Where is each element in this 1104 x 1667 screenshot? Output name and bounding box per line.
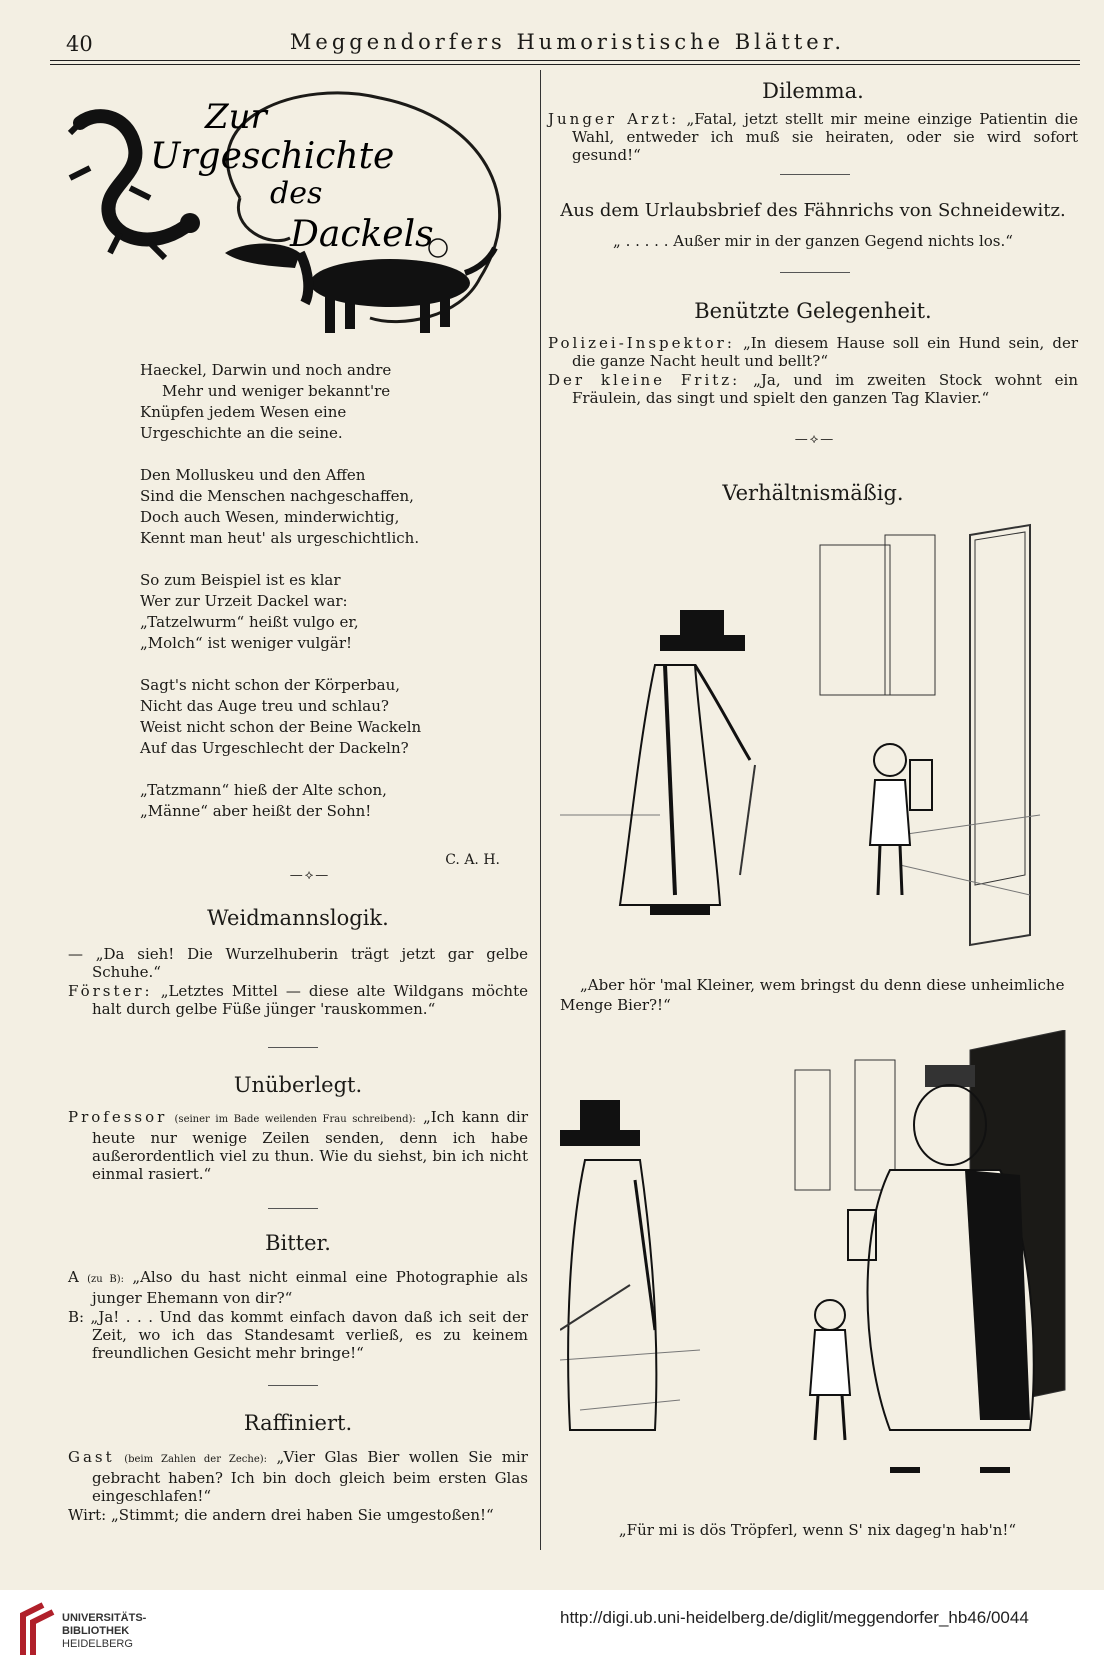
separator bbox=[780, 272, 850, 273]
section-title-raffiniert: Raffiniert. bbox=[243, 1411, 353, 1435]
speaker: B: bbox=[68, 1308, 85, 1326]
dialog-line bbox=[68, 1448, 528, 1505]
stage-note: (zu B): bbox=[87, 1274, 125, 1285]
poem-line: „Tatzmann“ hieß der Alte schon, bbox=[140, 781, 387, 799]
section-weidmannslogik bbox=[68, 945, 528, 1019]
separator bbox=[780, 174, 850, 175]
section-title-unueberlegt: Unüberlegt. bbox=[233, 1073, 363, 1097]
dialog-line bbox=[548, 371, 1078, 407]
vignette-title-dackels: Dackels bbox=[290, 214, 434, 255]
poem-line: Wer zur Urzeit Dackel war: bbox=[140, 592, 348, 610]
poem-line: Sagt's nicht schon der Körperbau, bbox=[140, 676, 401, 694]
dachshund-drawing bbox=[225, 244, 495, 333]
header-rule-2 bbox=[50, 64, 1080, 65]
poem-line: Haeckel, Darwin und noch andre bbox=[140, 361, 392, 379]
vignette-title-zur: Zur bbox=[205, 97, 267, 137]
poem-line: Mehr und weniger bekannt're bbox=[162, 382, 391, 400]
illustration-old-man-and-boy bbox=[560, 515, 1075, 955]
poem-stanza bbox=[140, 570, 500, 654]
poem-line: Auf das Urgeschlecht der Dackeln? bbox=[140, 739, 409, 757]
boy-with-beer-figure bbox=[870, 744, 932, 895]
library-name bbox=[62, 1612, 146, 1651]
library-name-line: UNIVERSITÄTS- bbox=[62, 1612, 147, 1624]
separator bbox=[268, 1208, 318, 1209]
poem-line: Sind die Menschen nachgeschaffen, bbox=[140, 487, 414, 505]
separator bbox=[268, 1385, 318, 1386]
section-raffiniert bbox=[68, 1448, 528, 1525]
library-footer bbox=[0, 1590, 1104, 1667]
poem-line: Nicht das Auge treu und schlau? bbox=[140, 697, 389, 715]
section-benuetzte bbox=[548, 334, 1078, 408]
section-dilemma bbox=[548, 110, 1078, 165]
ornament: —⟡— bbox=[289, 868, 331, 883]
section-title-verhaeltnismaessig: Verhältnismäßig. bbox=[722, 481, 904, 505]
speaker: Gast bbox=[68, 1448, 115, 1466]
speech: „Ja! . . . Und das kommt einfach davon daß ich seit der Zeit, wo ich das Standesamt verließ, es zu keinem freundlichen Gesicht mehr bringe!“ bbox=[90, 1308, 528, 1362]
vignette-title-des: des bbox=[270, 176, 323, 211]
page-header bbox=[60, 30, 1075, 60]
poem-stanza bbox=[140, 780, 500, 822]
section-title-benuetzte: Benützte Gelegenheit. bbox=[694, 299, 932, 323]
speech: „Letztes Mittel — diese alte Wildgans möchte halt durch gelbe Füße jünger 'rauskommen.“ bbox=[92, 982, 528, 1018]
source-url-link[interactable]: http://digi.ub.uni-heidelberg.de/diglit/meggendorfer_hb46/0044 bbox=[560, 1608, 1029, 1627]
poem-line: „Männe“ aber heißt der Sohn! bbox=[140, 802, 372, 820]
page-number: 40 bbox=[66, 32, 93, 56]
illustration-caption-1: „Aber hör 'mal Kleiner, wem bringst du denn diese unheimliche Menge Bier?!“ bbox=[560, 976, 1065, 1014]
speech: „Fatal, jetzt stellt mir meine einzige Patientin die Wahl, entweder ich muß sie heiraten, oder sie wird sofort gesund!“ bbox=[572, 110, 1078, 164]
dialog-line bbox=[68, 1108, 528, 1183]
dialog-line bbox=[548, 110, 1078, 164]
ornament: —⟡— bbox=[794, 432, 836, 447]
section-title-dilemma: Dilemma. bbox=[762, 79, 864, 103]
dialog-line bbox=[68, 1506, 528, 1524]
poem-line: „Tatzelwurm“ heißt vulgo er, bbox=[140, 613, 359, 631]
section-title-bitter: Bitter. bbox=[265, 1231, 331, 1255]
speech: „In diesem Hause soll ein Hund sein, der die ganze Nacht heult und bellt?“ bbox=[572, 334, 1078, 370]
speaker: A bbox=[68, 1268, 79, 1286]
dialog-line bbox=[68, 982, 528, 1018]
separator bbox=[268, 1047, 318, 1048]
poem-line: Knüpfen jedem Wesen eine bbox=[140, 403, 347, 421]
section-title-urlaubsbrief: Aus dem Urlaubsbrief des Fähnrichs von Schneidewitz. bbox=[560, 200, 1066, 221]
poem-line: Urgeschichte an die seine. bbox=[140, 424, 343, 442]
poem-line: Den Molluskeu und den Affen bbox=[140, 466, 366, 484]
speaker: Junger Arzt: bbox=[548, 110, 680, 128]
speaker: Der kleine Fritz: bbox=[548, 371, 741, 389]
poem-signature: C. A. H. bbox=[445, 852, 500, 868]
speech: „Vier Glas Bier wollen Sie mir gebracht haben? Ich bin doch gleich beim ersten Glas eingeschlafen!“ bbox=[92, 1448, 528, 1505]
illustration-caption-2: „Für mi is dös Tröpferl, wenn S' nix dageg'n hab'n!“ bbox=[618, 1521, 1017, 1539]
header-rule bbox=[50, 60, 1080, 61]
library-logo-icon bbox=[18, 1600, 58, 1658]
poem-line: Kennt man heut' als urgeschichtlich. bbox=[140, 529, 420, 547]
library-name-line: BIBLIOTHEK bbox=[62, 1625, 130, 1637]
masthead: Meggendorfers Humoristische Blätter. bbox=[289, 30, 846, 54]
speaker: Polizei-Inspektor: bbox=[548, 334, 735, 352]
poem-line: Doch auch Wesen, minderwichtig, bbox=[140, 508, 400, 526]
poem-line: Weist nicht schon der Beine Wackeln bbox=[140, 718, 422, 736]
hatted-man-figure bbox=[560, 1100, 656, 1430]
poem bbox=[140, 360, 500, 822]
stage-note: (seiner im Bade weilenden Frau schreibend): bbox=[174, 1114, 416, 1125]
old-man-figure bbox=[620, 610, 755, 915]
poem-stanza bbox=[140, 465, 500, 549]
speaker: Wirt: bbox=[68, 1506, 107, 1524]
speech: „Ja, und im zweiten Stock wohnt ein Fräulein, das singt und spielt den ganzen Tag Klavier.“ bbox=[572, 371, 1078, 407]
vignette-title-urgeschichte: Urgeschichte bbox=[150, 136, 395, 177]
speaker: Förster: bbox=[68, 982, 153, 1000]
section-unueberlegt bbox=[68, 1108, 528, 1184]
illustration-innkeeper-and-boy bbox=[560, 1030, 1075, 1510]
speech: „Also du hast nicht einmal eine Photographie als junger Ehemann von dir?“ bbox=[92, 1268, 528, 1307]
section-urlaubsbrief: „ . . . . . Außer mir in der ganzen Gegend nichts los.“ bbox=[613, 232, 1013, 250]
dialog-line bbox=[68, 1308, 528, 1362]
poem-stanza bbox=[140, 360, 500, 444]
dialog-line bbox=[548, 334, 1078, 370]
title-vignette bbox=[40, 78, 520, 358]
section-title-weidmannslogik: Weidmannslogik. bbox=[207, 906, 389, 930]
section-bitter bbox=[68, 1268, 528, 1363]
stage-note: (beim Zahlen der Zeche): bbox=[124, 1454, 268, 1465]
poem-stanza bbox=[140, 675, 500, 759]
dialog-line: — „Da sieh! Die Wurzelhuberin trägt jetzt gar gelbe Schuhe.“ bbox=[68, 945, 528, 981]
speaker: Professor bbox=[68, 1108, 168, 1126]
column-divider bbox=[540, 70, 541, 1550]
small-boy-figure bbox=[810, 1300, 850, 1440]
library-name-line: HEIDELBERG bbox=[62, 1638, 133, 1650]
poem-line: „Molch“ ist weniger vulgär! bbox=[140, 634, 353, 652]
speech: „Ich kann dir heute nur wenige Zeilen senden, denn ich habe außerordentlich viel zu thun. Wie du siehst, bin ich nicht einmal rasiert.“ bbox=[92, 1108, 529, 1183]
speech: „Stimmt; die andern drei haben Sie umgestoßen!“ bbox=[110, 1506, 494, 1524]
poem-line: So zum Beispiel ist es klar bbox=[140, 571, 341, 589]
dialog-line bbox=[68, 1268, 528, 1307]
